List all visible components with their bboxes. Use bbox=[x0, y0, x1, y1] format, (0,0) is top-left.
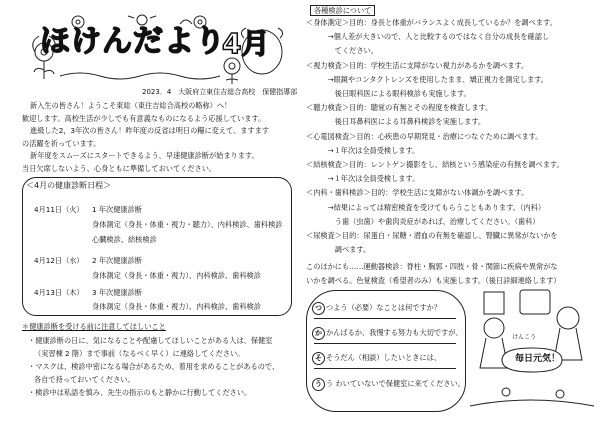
exam-line: ＜聴力検査＞目的：聴覚の有無とその程度を検査します。 bbox=[306, 103, 493, 113]
byline: 2023．4 大阪府立東住吉総合高校 保健指導部 bbox=[142, 88, 298, 96]
mnemonic-char-1: つ bbox=[312, 302, 325, 315]
mnemonic-char-4: う bbox=[312, 378, 325, 391]
note-line-5: ・検診中は私語を慎み、先生の指示のもと静かに行動してください。 bbox=[28, 388, 252, 397]
note-line-3: ・マスクは、検診中密になる場合があるため、着用を求めることがあるので、 bbox=[28, 362, 280, 371]
mnemonic-text-2: かんばるか、我慢する努力も大切ですが、 bbox=[326, 328, 463, 337]
schedule-date-3: 4月13日（木） bbox=[34, 288, 84, 297]
intro-line-3: 進級した2，3年次の皆さん！昨年度の反省は明日の糧に変えて、ますます bbox=[30, 126, 270, 135]
note-line-2: （実習棟 2 階）まで事前（なるべく早く）に連絡してください。 bbox=[34, 349, 245, 358]
schedule-text-7: 身体測定（身長・体重・視力）、内科検診、歯科検診 bbox=[92, 302, 261, 311]
notes-heading: ＊健康診断を受ける前に注意してほしいこと bbox=[22, 322, 166, 331]
exam-line: ＜心電図検査＞目的：心疾患の早期発見・治療につなぐために調べます。 bbox=[306, 131, 543, 141]
exam-line: →１年次は全員受検します。 bbox=[306, 174, 420, 184]
exam-line: う歯（虫歯）や歯肉炎症があれば、治療してください。（歯科） bbox=[306, 216, 540, 226]
note-line-4: 各自で持っておいてください。 bbox=[34, 375, 135, 384]
divider bbox=[314, 368, 456, 369]
note-line-1: ・健康診断の日に、気になることや配慮してほしいことがある人は、保健室 bbox=[28, 336, 273, 345]
exams-heading: 各種検診について bbox=[310, 5, 375, 16]
children-icon bbox=[468, 288, 596, 418]
exam-line: →結果によっては精密検査を受けてもらうこともあります。（内科） bbox=[306, 202, 546, 212]
exam-line: →１年次は全員受検します。 bbox=[306, 145, 420, 155]
exam-line: 調べます。 bbox=[306, 245, 371, 255]
exam-line: →個人差が大きいので、人と比較するのではなく自分の成長を確認し bbox=[306, 32, 550, 42]
exam-line: →眼鏡やコンタクトレンズを使用したまま、矯正視力を測定します。 bbox=[306, 74, 548, 84]
exam-line: ＜結核検査＞目的：レントゲン撮影をし、結核という感染症の有無を調べます。 bbox=[306, 160, 564, 169]
schedule-heading: ＜4月の健康診断日程＞ bbox=[26, 181, 112, 190]
sign-text: けんこう bbox=[512, 334, 537, 341]
schedule-date-2: 4月12日（水） bbox=[34, 256, 84, 265]
schedule-text-2: 身体測定（身長・体重・視力・聴力）、内科検診、歯科検診 bbox=[92, 220, 283, 229]
mnemonic-text-3: そうだん（相談）したいときには、 bbox=[326, 353, 442, 362]
page-title: ほけんだより bbox=[40, 24, 226, 59]
exam-line: ＜尿検査＞目的：尿蛋白・尿糖・潜血の有無を確認し、腎臓に異常がないかを bbox=[306, 231, 558, 240]
exam-line: このほかにも……運動器検診：脊柱・胸郭・四肢・骨・関節に疾病や異常がな bbox=[306, 261, 558, 271]
exam-line: てください。 bbox=[306, 46, 378, 56]
intro-line-2: 歓迎します。高校生活が少しでも有意義なものになるよう応援しています。 bbox=[22, 114, 266, 123]
divider bbox=[314, 318, 456, 319]
mnemonic-text-1: つよう（必要）なことは何ですか？ bbox=[326, 303, 442, 312]
exam-line: ＜身体測定＞目的：身長と体重がバランスよく成長しているか？を調べます。 bbox=[306, 18, 557, 27]
schedule-text-6: 3 年次健康診断 bbox=[92, 288, 142, 297]
divider bbox=[314, 343, 456, 344]
exam-line: いかを調べる。色覚検査（希望者のみ）も実施します。（後日詳細連絡します） bbox=[306, 275, 561, 285]
exam-line: 後日眼科医による眼科検診も実施します。 bbox=[306, 89, 471, 98]
exam-line: ＜視力検査＞目的：学校生活に支障がない視力があるかを調べます。 bbox=[306, 60, 529, 70]
mnemonic-char-2: か bbox=[312, 327, 325, 340]
exam-line: 後日耳鼻科医による耳鼻科検診を実施します。 bbox=[306, 117, 486, 127]
intro-line-5: 新年度をスムーズにスタートできるよう、早速健康診断が始まります。 bbox=[30, 151, 259, 160]
mnemonic-text-4: う わいていないで保健室に来てください。 bbox=[326, 379, 465, 388]
intro-line-4: の活躍を祈っています。 bbox=[22, 139, 101, 148]
schedule-text-3: 心臓検診、結核検診 bbox=[92, 235, 157, 244]
exam-line: ＜内科・歯科検診＞目的：学校生活に支障がない体調かを調べます。 bbox=[306, 188, 529, 198]
month-title: 4月 bbox=[222, 27, 270, 60]
intro-line-6: 当日欠席しないよう、心身ともに準備しておいてください。 bbox=[22, 164, 217, 173]
kids-illustration bbox=[468, 288, 596, 418]
speech-bubble-text: 毎日元気！ bbox=[515, 354, 561, 364]
intro-line-1: 新入生の皆さん！ようこそ東総（東住吉総合高校の略称）へ！ bbox=[30, 101, 232, 110]
schedule-text-5: 身体測定（身長・体重・視力）、内科検診、歯科検診 bbox=[92, 271, 261, 280]
schedule-date-1: 4月11日（火） bbox=[34, 205, 84, 214]
mnemonic-char-3: そ bbox=[312, 352, 325, 365]
schedule-text-4: 2 年次健康診断 bbox=[92, 256, 142, 265]
schedule-text-1: 1 年次健康診断 bbox=[92, 205, 142, 214]
